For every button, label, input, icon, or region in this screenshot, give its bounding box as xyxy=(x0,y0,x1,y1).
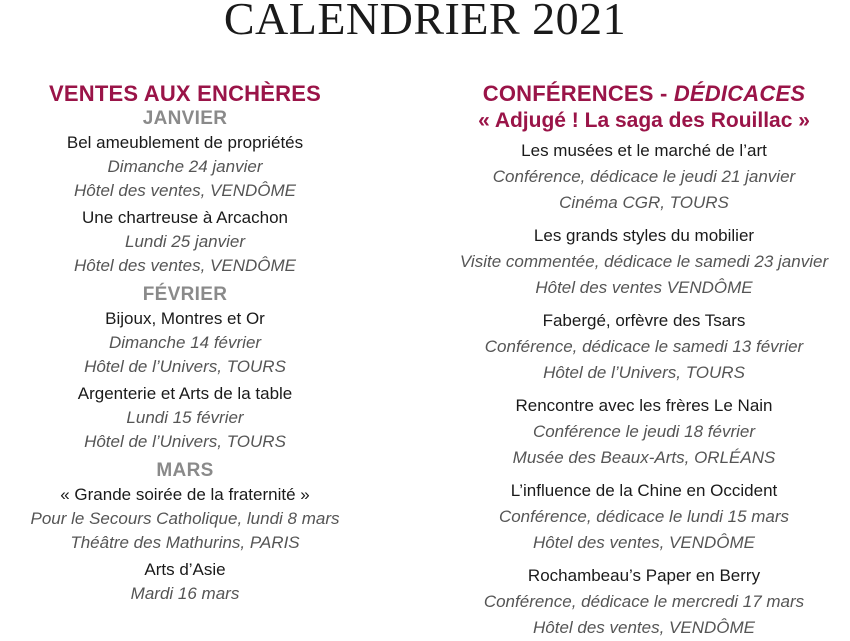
conference-event xyxy=(440,223,848,301)
conferences-column xyxy=(440,81,848,641)
event-date: Conférence le jeudi 18 février xyxy=(532,422,756,441)
month-janvier: JANVIER xyxy=(142,108,228,129)
event-title: Bel ameublement de propriétés xyxy=(66,133,304,152)
event-title: Argenterie et Arts de la table xyxy=(77,384,293,403)
auctions-heading: VENTES AUX ENCHÈRES xyxy=(49,81,321,106)
month-fevrier: FÉVRIER xyxy=(142,284,228,305)
auction-event xyxy=(0,483,370,555)
auction-event xyxy=(0,382,370,454)
event-venue: Hôtel des ventes, VENDÔME xyxy=(73,181,297,200)
event-date: Mardi 16 mars xyxy=(130,584,240,603)
conferences-heading xyxy=(440,81,848,107)
event-date: Conférence, dédicace le lundi 15 mars xyxy=(498,507,790,526)
event-title: Rochambeau’s Paper en Berry xyxy=(527,566,761,585)
event-venue: Hôtel de l’Univers, TOURS xyxy=(543,363,745,382)
month-mars: MARS xyxy=(156,460,214,481)
event-venue: Musée des Beaux-Arts, ORLÉANS xyxy=(512,448,776,467)
event-date: Lundi 25 janvier xyxy=(124,232,246,251)
event-venue: Hôtel des ventes, VENDÔME xyxy=(73,256,297,275)
event-date: Visite commentée, dédicace le samedi 23 janvier xyxy=(459,252,829,271)
event-date: Conférence, dédicace le jeudi 21 janvier xyxy=(492,167,796,186)
event-title: L’influence de la Chine en Occident xyxy=(510,481,778,500)
event-date: Conférence, dédicace le samedi 13 février xyxy=(484,337,804,356)
auction-event xyxy=(0,307,370,379)
event-date: Conférence, dédicace le mercredi 17 mars xyxy=(483,592,805,611)
event-title: Les musées et le marché de l’art xyxy=(521,141,767,160)
event-venue: Cinéma CGR, TOURS xyxy=(559,193,729,212)
auction-event xyxy=(0,206,370,278)
event-venue: Hôtel de l’Univers, TOURS xyxy=(84,357,286,376)
event-venue: Hôtel des ventes, VENDÔME xyxy=(532,533,756,552)
event-venue: Hôtel de l’Univers, TOURS xyxy=(84,432,286,451)
event-venue: Hôtel des ventes, VENDÔME xyxy=(532,618,756,637)
conferences-heading-emphasis: DÉDICACES xyxy=(673,81,806,106)
event-title: Une chartreuse à Arcachon xyxy=(81,208,288,227)
conference-event xyxy=(440,563,848,641)
conference-event xyxy=(440,138,848,216)
auction-event xyxy=(0,558,370,606)
event-date: Dimanche 24 janvier xyxy=(107,157,263,176)
event-title: Rencontre avec les frères Le Nain xyxy=(515,396,773,415)
event-venue: Théâtre des Mathurins, PARIS xyxy=(70,533,300,552)
event-date: Dimanche 14 février xyxy=(108,333,262,352)
event-title: « Grande soirée de la fraternité » xyxy=(60,485,310,504)
event-title: Arts d’Asie xyxy=(144,560,226,579)
page-title: CALENDRIER 2021 xyxy=(223,0,627,44)
auctions-column xyxy=(0,81,370,606)
event-title: Fabergé, orfèvre des Tsars xyxy=(542,311,746,330)
conference-event xyxy=(440,393,848,471)
event-date: Lundi 15 février xyxy=(126,408,244,427)
event-title: Bijoux, Montres et Or xyxy=(105,309,265,328)
event-title: Les grands styles du mobilier xyxy=(533,226,755,245)
conferences-heading-main: CONFÉRENCES - xyxy=(482,81,674,106)
event-date: Pour le Secours Catholique, lundi 8 mars xyxy=(30,509,340,528)
auction-event xyxy=(0,131,370,203)
book-title: « Adjugé ! La saga des Rouillac » xyxy=(478,109,810,132)
event-venue: Hôtel des ventes VENDÔME xyxy=(535,278,753,297)
conference-event xyxy=(440,478,848,556)
conference-event xyxy=(440,308,848,386)
